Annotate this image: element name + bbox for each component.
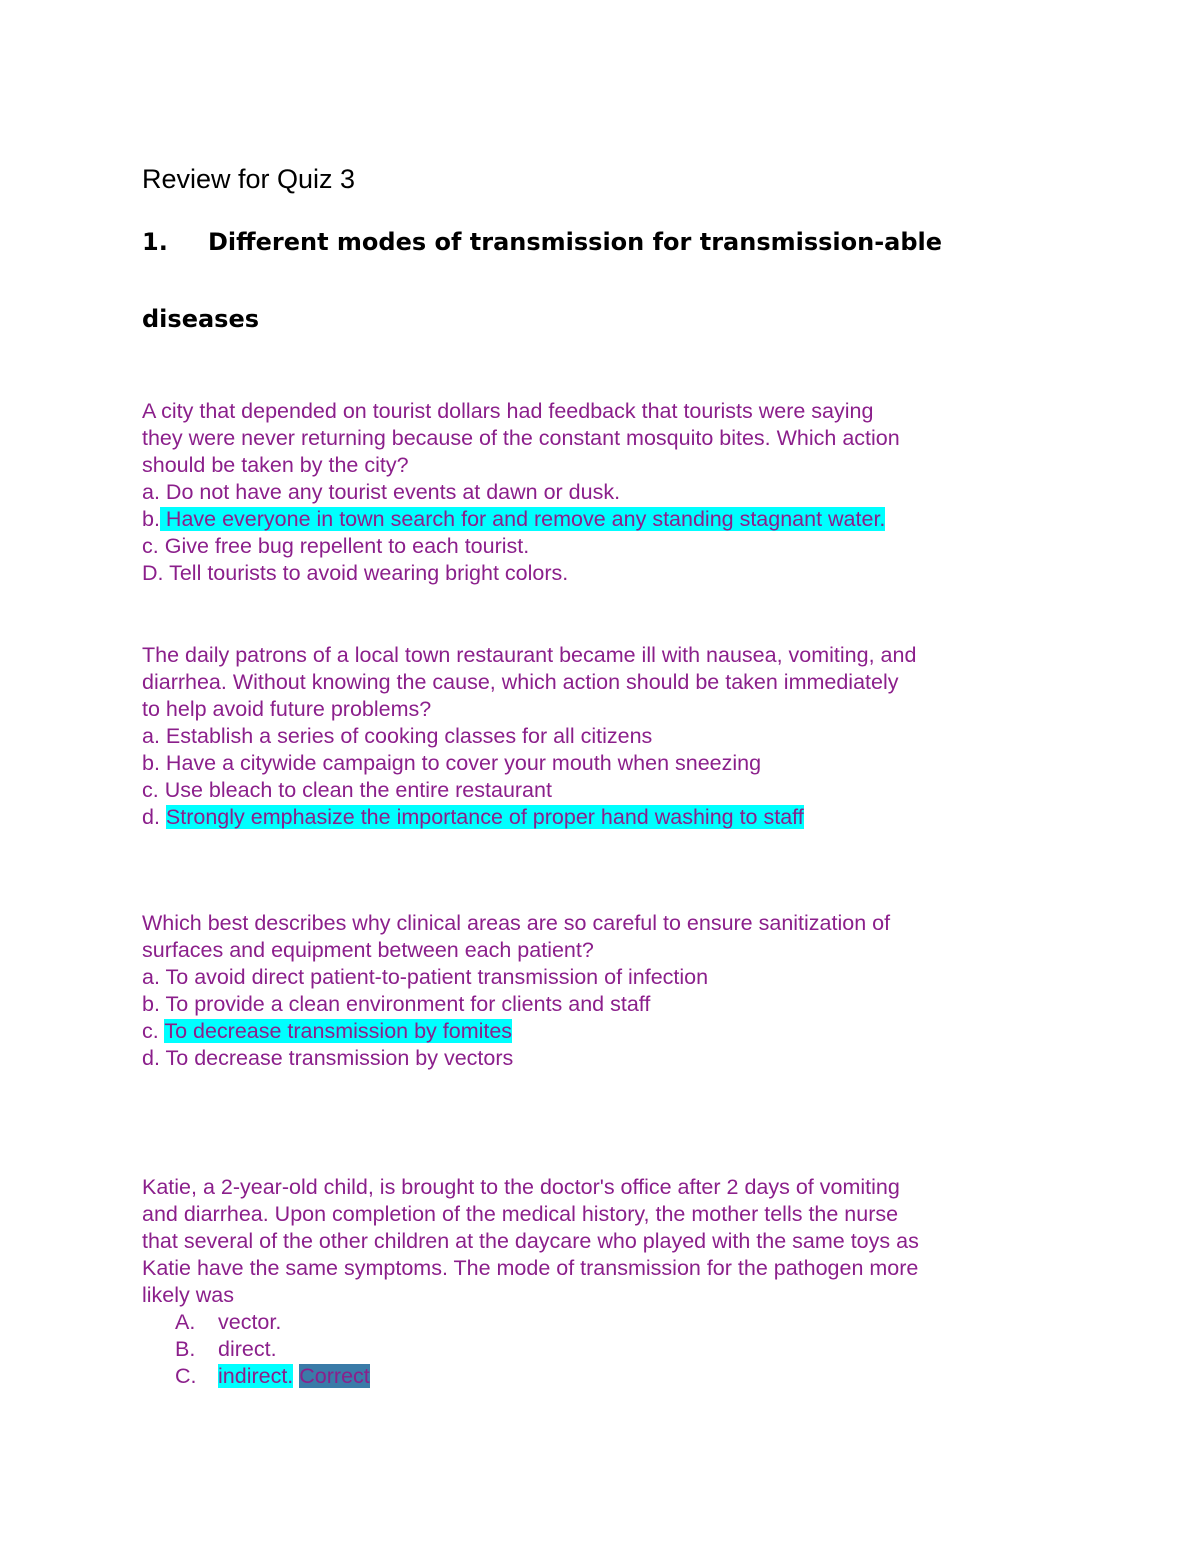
answer-option-highlighted bbox=[142, 506, 900, 533]
option-text: Have everyone in town search for and remove any standing stagnant water. bbox=[165, 507, 886, 531]
question-stem-line: likely was bbox=[142, 1283, 234, 1307]
option-letter: a. bbox=[142, 965, 160, 989]
section-number: 1. bbox=[142, 228, 168, 256]
option-letter: b. bbox=[142, 507, 160, 531]
option-letter: a. bbox=[142, 480, 160, 504]
question-stem-line: Katie have the same symptoms. The mode of transmission for the pathogen more bbox=[142, 1256, 919, 1280]
answer-option bbox=[142, 479, 900, 506]
question-stem-line: to help avoid future problems? bbox=[142, 697, 432, 721]
answer-option bbox=[142, 723, 916, 750]
option-letter: B. bbox=[175, 1337, 196, 1361]
section-heading-line1: Different modes of transmission for transmission-able bbox=[208, 228, 943, 256]
question-stem-line: A city that depended on tourist dollars had feedback that tourists were saying bbox=[142, 399, 874, 423]
option-letter: c. bbox=[142, 778, 159, 802]
option-text: Have a citywide campaign to cover your mouth when sneezing bbox=[165, 751, 762, 775]
question-2 bbox=[142, 642, 916, 831]
question-stem-line: that several of the other children at the daycare who played with the same toys as bbox=[142, 1229, 919, 1253]
question-stem-line: The daily patrons of a local town restaurant became ill with nausea, vomiting, and bbox=[142, 643, 917, 667]
answer-option bbox=[142, 964, 890, 991]
highlighted-answer bbox=[218, 1364, 293, 1388]
option-letter: D. bbox=[142, 561, 164, 585]
answer-option-highlighted bbox=[142, 1018, 890, 1045]
option-text: Strongly emphasize the importance of proper hand washing to staff bbox=[165, 805, 804, 829]
answer-option bbox=[142, 991, 890, 1018]
highlighted-answer bbox=[160, 507, 885, 531]
section-heading-continued bbox=[142, 305, 259, 333]
question-stem-line: Which best describes why clinical areas are so careful to ensure sanitization of bbox=[142, 911, 891, 935]
highlighted-answer bbox=[166, 805, 804, 829]
answer-option bbox=[142, 533, 900, 560]
question-1 bbox=[142, 398, 900, 587]
option-text: Use bleach to clean the entire restaurant bbox=[164, 778, 552, 802]
option-letter: c. bbox=[142, 1019, 159, 1043]
question-stem-line: Katie, a 2-year-old child, is brought to the doctor's office after 2 days of vomiting bbox=[142, 1175, 900, 1199]
question-stem-line: they were never returning because of the constant mosquito bites. Which action bbox=[142, 426, 900, 450]
answer-option bbox=[142, 750, 916, 777]
option-text: To avoid direct patient-to-patient transmission of infection bbox=[165, 965, 709, 989]
option-text: indirect. bbox=[218, 1364, 294, 1388]
option-text: To decrease transmission by vectors bbox=[165, 1046, 514, 1070]
question-stem-line: should be taken by the city? bbox=[142, 453, 409, 477]
option-text: Give free bug repellent to each tourist. bbox=[164, 534, 530, 558]
section-heading-line2: diseases bbox=[142, 305, 260, 333]
question-stem-line: diarrhea. Without knowing the cause, which action should be taken immediately bbox=[142, 670, 899, 694]
question-4 bbox=[142, 1174, 919, 1390]
highlighted-answer bbox=[164, 1019, 512, 1043]
answer-option bbox=[142, 560, 900, 587]
answer-option-highlighted bbox=[142, 1363, 919, 1390]
option-text: Do not have any tourist events at dawn or dusk. bbox=[165, 480, 621, 504]
page-title: Review for Quiz 3 bbox=[142, 164, 356, 194]
answer-option bbox=[142, 1336, 919, 1363]
answer-option-highlighted bbox=[142, 804, 916, 831]
answer-option bbox=[142, 1045, 890, 1072]
answer-option bbox=[142, 1309, 919, 1336]
question-stem-line: and diarrhea. Upon completion of the medical history, the mother tells the nurse bbox=[142, 1202, 899, 1226]
question-stem-line: surfaces and equipment between each patient? bbox=[142, 938, 594, 962]
answer-option bbox=[142, 777, 916, 804]
section-heading bbox=[142, 228, 942, 256]
option-text: To provide a clean environment for clients and staff bbox=[165, 992, 651, 1016]
option-letter: b. bbox=[142, 992, 160, 1016]
option-text: direct. bbox=[218, 1337, 277, 1361]
option-letter: a. bbox=[142, 724, 160, 748]
option-letter: C. bbox=[175, 1364, 197, 1388]
option-text: Tell tourists to avoid wearing bright colors. bbox=[169, 561, 569, 585]
option-letter: b. bbox=[142, 751, 160, 775]
option-text: To decrease transmission by fomites bbox=[164, 1019, 513, 1043]
option-text: vector. bbox=[218, 1310, 282, 1334]
option-letter: A. bbox=[175, 1310, 196, 1334]
correct-note: Correct bbox=[299, 1364, 370, 1388]
question-3 bbox=[142, 910, 890, 1072]
option-text: Establish a series of cooking classes for all citizens bbox=[165, 724, 653, 748]
option-letter: d. bbox=[142, 805, 160, 829]
option-letter: c. bbox=[142, 534, 159, 558]
option-letter: d. bbox=[142, 1046, 160, 1070]
